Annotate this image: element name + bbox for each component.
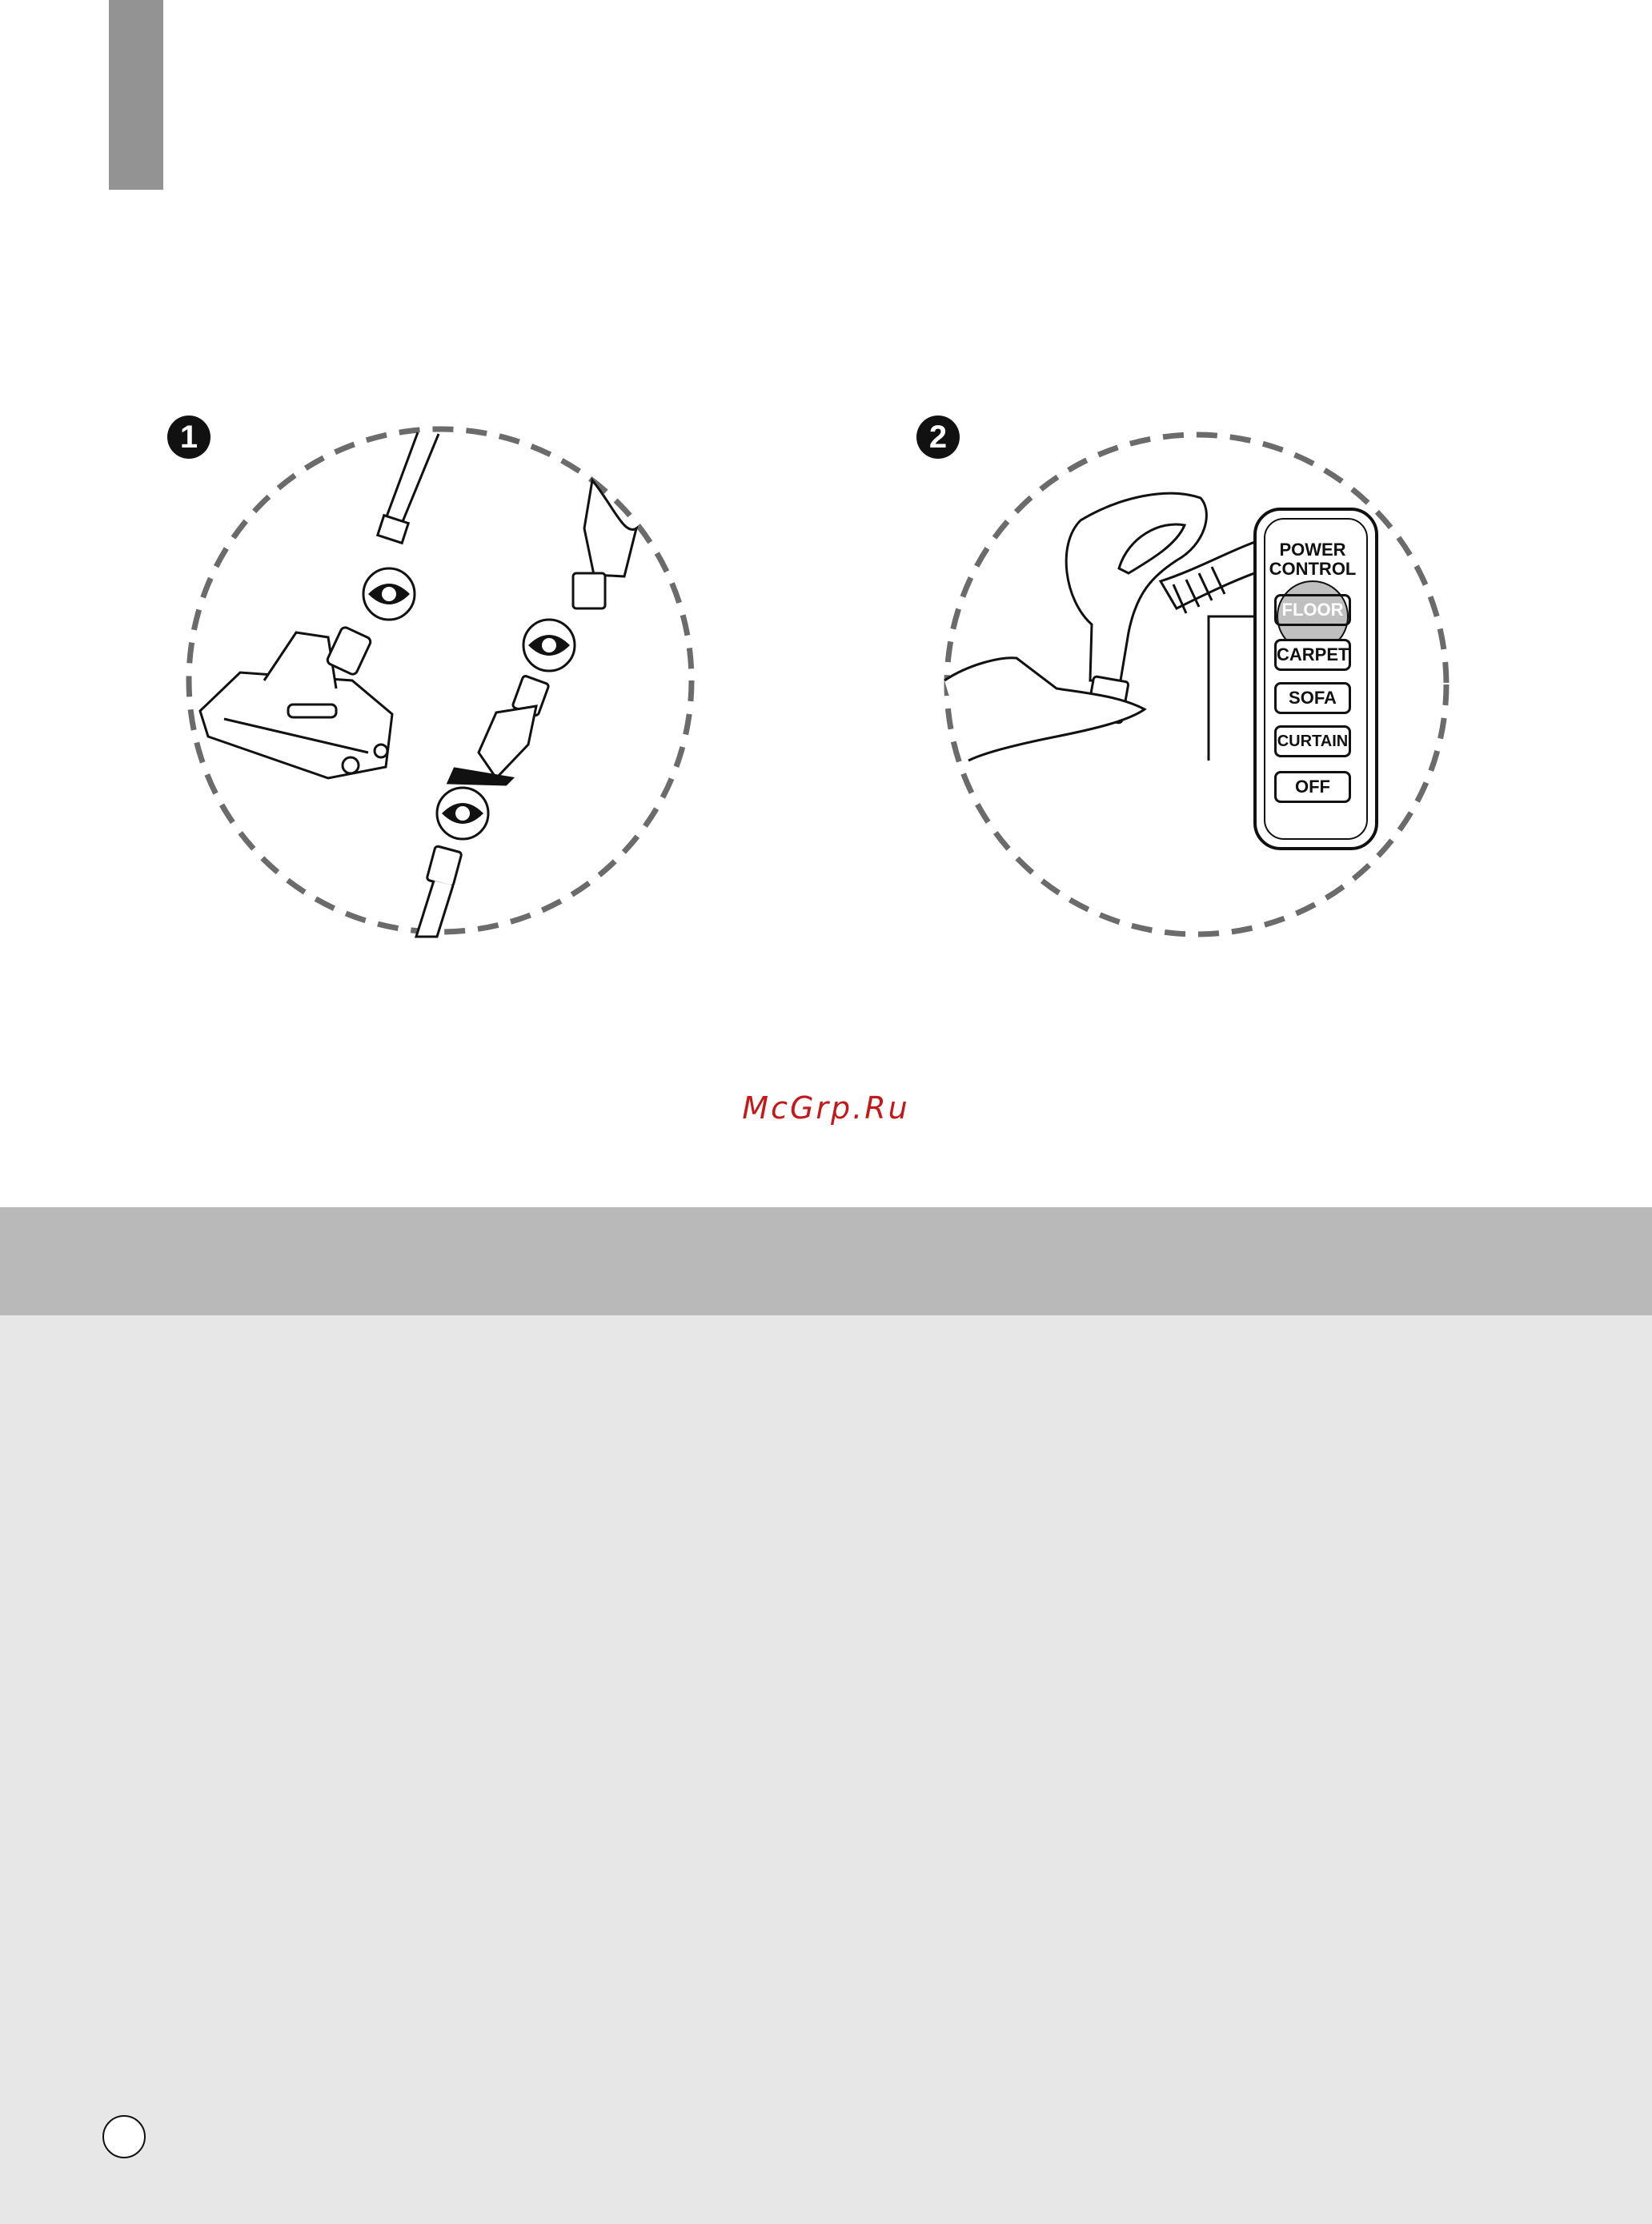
lock-icon-2 [523, 620, 575, 671]
lock-icon-3 [437, 788, 488, 839]
step-2-illustration [936, 424, 1457, 945]
floor-brush [200, 626, 392, 778]
sofa-button[interactable]: SOFA [1274, 682, 1351, 714]
step-1-number: 1 [179, 420, 198, 455]
lock-icon-1 [363, 568, 415, 620]
upper-pipe [378, 432, 439, 543]
off-button[interactable]: OFF [1274, 771, 1351, 803]
carpet-button[interactable]: CARPET [1274, 639, 1351, 671]
watermark[interactable]: McGrp.Ru [742, 1090, 910, 1126]
power-control-title-1: POWER [1279, 540, 1346, 560]
section-tab-marker [109, 0, 163, 190]
step-2-number: 2 [928, 420, 948, 455]
nozzle-adapter [448, 675, 549, 785]
hose-handle [1066, 493, 1206, 723]
power-control-title-2: CONTROL [1269, 559, 1357, 579]
step-1-illustration [176, 416, 704, 945]
section-header-band [0, 1207, 1652, 1315]
hose-end-nozzle [573, 480, 636, 608]
floor-button[interactable]: FLOOR [1274, 594, 1351, 626]
lower-pipe [416, 845, 462, 937]
content-panel [0, 1315, 1652, 2224]
curtain-button[interactable]: CURTAIN [1274, 725, 1351, 757]
page-number-circle [102, 2115, 146, 2158]
